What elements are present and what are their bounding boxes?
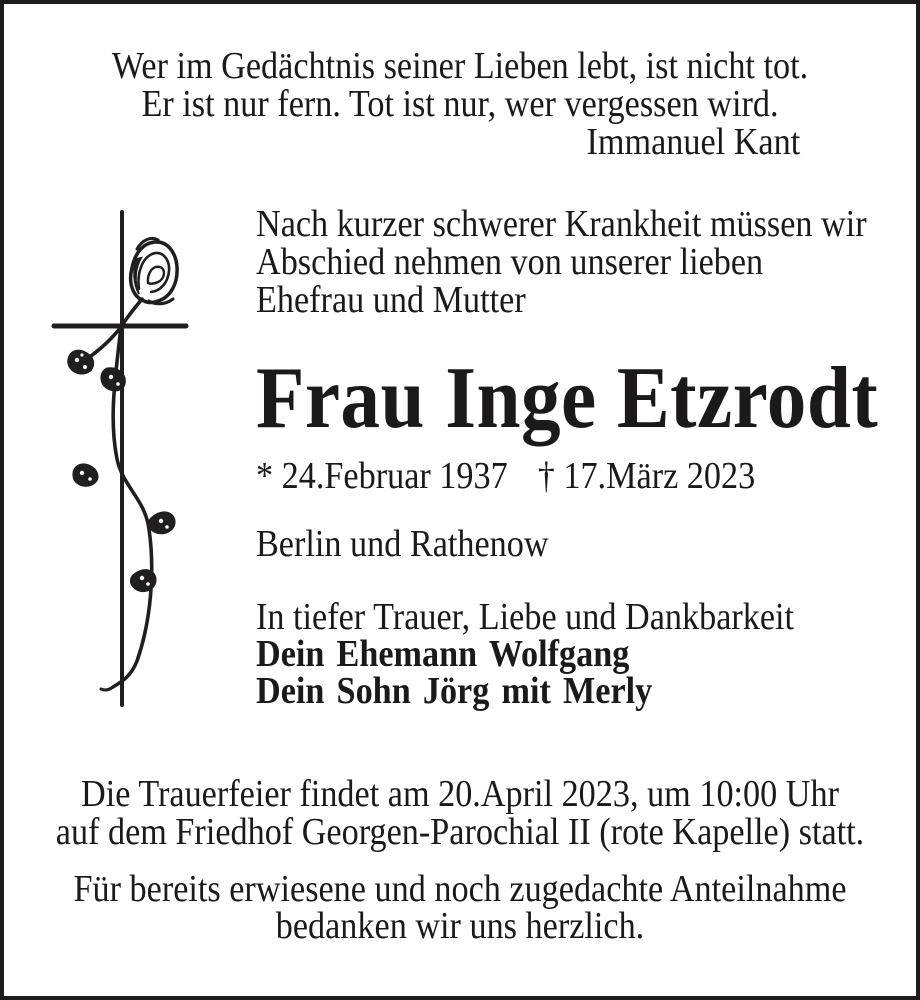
thanks-line-2: bedanken wir uns herzlich. (275, 905, 645, 947)
mourner-son: Dein Sohn Jörg mit Merly (256, 670, 653, 712)
intro-paragraph (256, 205, 867, 319)
quote-line-1: Wer im Gedächtnis seiner Lieben lebt, ist nicht tot. (111, 45, 809, 87)
quote-attribution: Immanuel Kant (586, 121, 801, 163)
rose-bloom-icon (131, 238, 177, 303)
funeral-info (50, 775, 871, 851)
places-line: Berlin und Rathenow (256, 523, 549, 565)
life-dates (256, 457, 755, 495)
quote-line-2: Er ist nur fern. Tot ist nur, wer vergessen wird. (141, 83, 779, 125)
mourners-block (256, 596, 795, 712)
mourner-husband: Dein Ehemann Wolfgang (256, 633, 630, 675)
thanks-block (50, 868, 871, 947)
rose-cross-illustration (49, 209, 199, 709)
intro-line-3: Ehefrau und Mutter (256, 279, 526, 321)
birth-date: * 24.Februar 1937 (256, 455, 508, 497)
cross-icon (54, 212, 186, 705)
mourning-phrase: In tiefer Trauer, Liebe und Dankbarkeit (256, 596, 795, 638)
thanks-line-1: Für bereits erwiesene und noch zugedachte Anteilnahme (73, 868, 847, 910)
deceased-name: Frau Inge Etzrodt (256, 350, 879, 447)
funeral-line-1: Die Trauerfeier findet am 20.April 2023, um 10:00 Uhr (81, 773, 839, 815)
funeral-line-2: auf dem Friedhof Georgen-Parochial II (rote Kapelle) statt. (55, 811, 865, 853)
intro-line-1: Nach kurzer schwerer Krankheit müssen wir (256, 203, 867, 245)
death-date: † 17.März 2023 (537, 455, 756, 497)
intro-line-2: Abschied nehmen von unserer lieben (256, 241, 764, 283)
